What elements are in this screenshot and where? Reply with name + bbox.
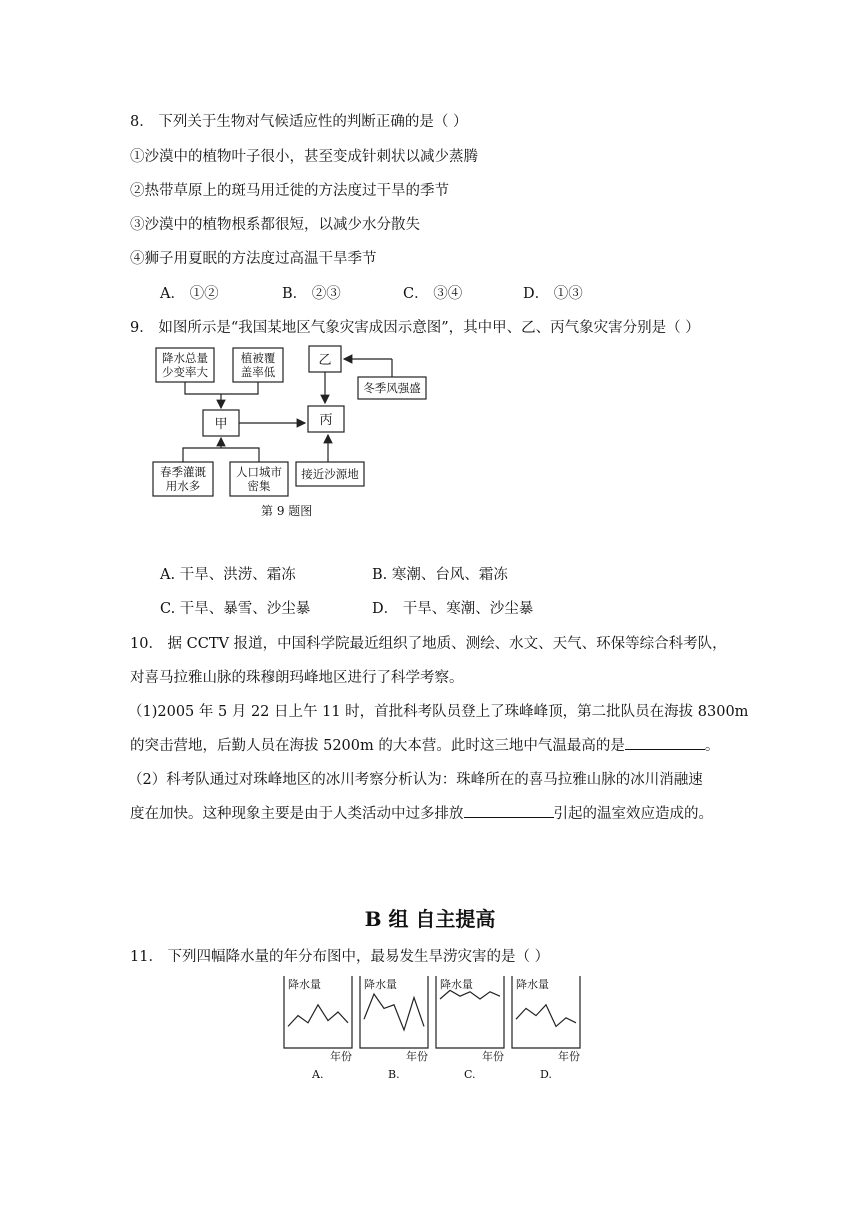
- series-line: [440, 990, 500, 999]
- q10-part1-b: [130, 734, 719, 755]
- q9-option-c: C. 干旱、暴雪、沙尘暴: [160, 601, 311, 617]
- q8-option-a: A． ①②: [160, 286, 219, 302]
- chart-panel-1: [284, 976, 352, 1081]
- chart-panel-4: [512, 976, 580, 1081]
- q9-option-b: B. 寒潮、台风、霜冻: [372, 567, 508, 583]
- q10-part2-a: （2）科考队通过对珠峰地区的冰川考察分析认为：珠峰所在的喜马拉雅山脉的冰川消融速: [128, 772, 703, 788]
- chart-label: A.: [312, 1068, 324, 1081]
- q11-stem: 11． 下列四幅降水量的年分布图中，最易发生旱涝灾害的是（ ）: [130, 949, 550, 965]
- yi-label: 乙: [318, 353, 332, 368]
- series-line: [516, 1005, 576, 1027]
- y-axis-label: 降水量: [364, 978, 397, 991]
- chart-label: B.: [388, 1068, 400, 1081]
- spring-line1: 春季灌溉: [160, 465, 206, 479]
- box2-line1: 植被覆: [240, 351, 276, 365]
- q9-stem: 9． 如图所示是“我国某地区气象灾害成因示意图”，其中甲、乙、丙气象灾害分别是（ ）: [130, 320, 700, 336]
- winter-label: 冬季风强盛: [363, 381, 421, 395]
- q8-option-d: D． ①③: [523, 286, 583, 302]
- q8-item-1: ①沙漠中的植物叶子很小，甚至变成针刺状以减少蒸腾: [130, 149, 478, 165]
- chart-label: C.: [464, 1068, 476, 1081]
- chart-panel-3: [436, 976, 504, 1081]
- q10-part2-end: 引起的温室效应造成的。: [553, 806, 713, 822]
- bing-label: 丙: [319, 413, 333, 428]
- q10-stem-2: 对喜马拉雅山脉的珠穆朗玛峰地区进行了科学考察。: [130, 670, 464, 686]
- answer-blank-1[interactable]: [625, 735, 705, 750]
- jia-label: 甲: [214, 417, 228, 432]
- chart-panel-2: [360, 976, 428, 1081]
- q8-item-4: ④狮子用夏眠的方法度过高温干旱季节: [130, 251, 377, 267]
- q10-part2-b-text: 度在加快。这种现象主要是由于人类活动中过多排放: [130, 806, 464, 822]
- x-axis-label: 年份: [558, 1050, 580, 1063]
- q8-option-c: C． ③④: [403, 286, 463, 302]
- spring-line2: 用水多: [165, 479, 201, 493]
- answer-blank-2[interactable]: [464, 803, 554, 818]
- q11-charts: [272, 972, 592, 1082]
- q9-option-d: D． 干旱、寒潮、沙尘暴: [372, 601, 534, 617]
- city-line1: 人口城市: [236, 465, 282, 479]
- q8-option-b: B． ②③: [282, 286, 341, 302]
- q10-part1-end: 。: [704, 738, 720, 754]
- section-title: B 组 自主提高: [364, 907, 496, 931]
- y-axis-label: 降水量: [440, 978, 473, 991]
- box2-line2: 盖率低: [240, 365, 276, 379]
- chart-label: D.: [540, 1068, 552, 1081]
- q10-part2-b: [130, 802, 713, 823]
- sand-label: 接近沙源地: [301, 467, 359, 481]
- x-axis-label: 年份: [330, 1050, 352, 1063]
- q9-diagram: [148, 342, 438, 502]
- q8-stem: 8． 下列关于生物对气候适应性的判断正确的是（ ）: [130, 114, 468, 130]
- q10-part1-a: （1)2005 年 5 月 22 日上午 11 时，首批科考队员登上了珠峰峰顶，第二批队员在海拔 8300m: [128, 704, 749, 720]
- q9-option-a: A. 干旱、洪涝、霜冻: [160, 567, 296, 583]
- q8-item-2: ②热带草原上的斑马用迁徙的方法度过干旱的季节: [130, 183, 449, 199]
- city-line2: 密集: [247, 479, 271, 493]
- box1-line2: 少变率大: [162, 365, 208, 379]
- box1-line1: 降水总量: [162, 351, 208, 365]
- q8-item-3: ③沙漠中的植物根系都很短，以减少水分散失: [130, 217, 420, 233]
- x-axis-label: 年份: [482, 1050, 504, 1063]
- x-axis-label: 年份: [406, 1050, 428, 1063]
- q10-part1-b-text: 的突击营地，后勤人员在海拔 5200m 的大本营。此时这三地中气温最高的是: [130, 738, 625, 754]
- q9-caption: 第 9 题图: [261, 504, 313, 518]
- series-line: [288, 1005, 348, 1027]
- y-axis-label: 降水量: [516, 978, 549, 991]
- y-axis-label: 降水量: [288, 978, 321, 991]
- q10-stem-1: 10． 据 CCTV 报道，中国科学院最近组织了地质、测绘、水文、天气、环保等综合科考队，: [130, 636, 727, 652]
- series-line: [364, 994, 424, 1030]
